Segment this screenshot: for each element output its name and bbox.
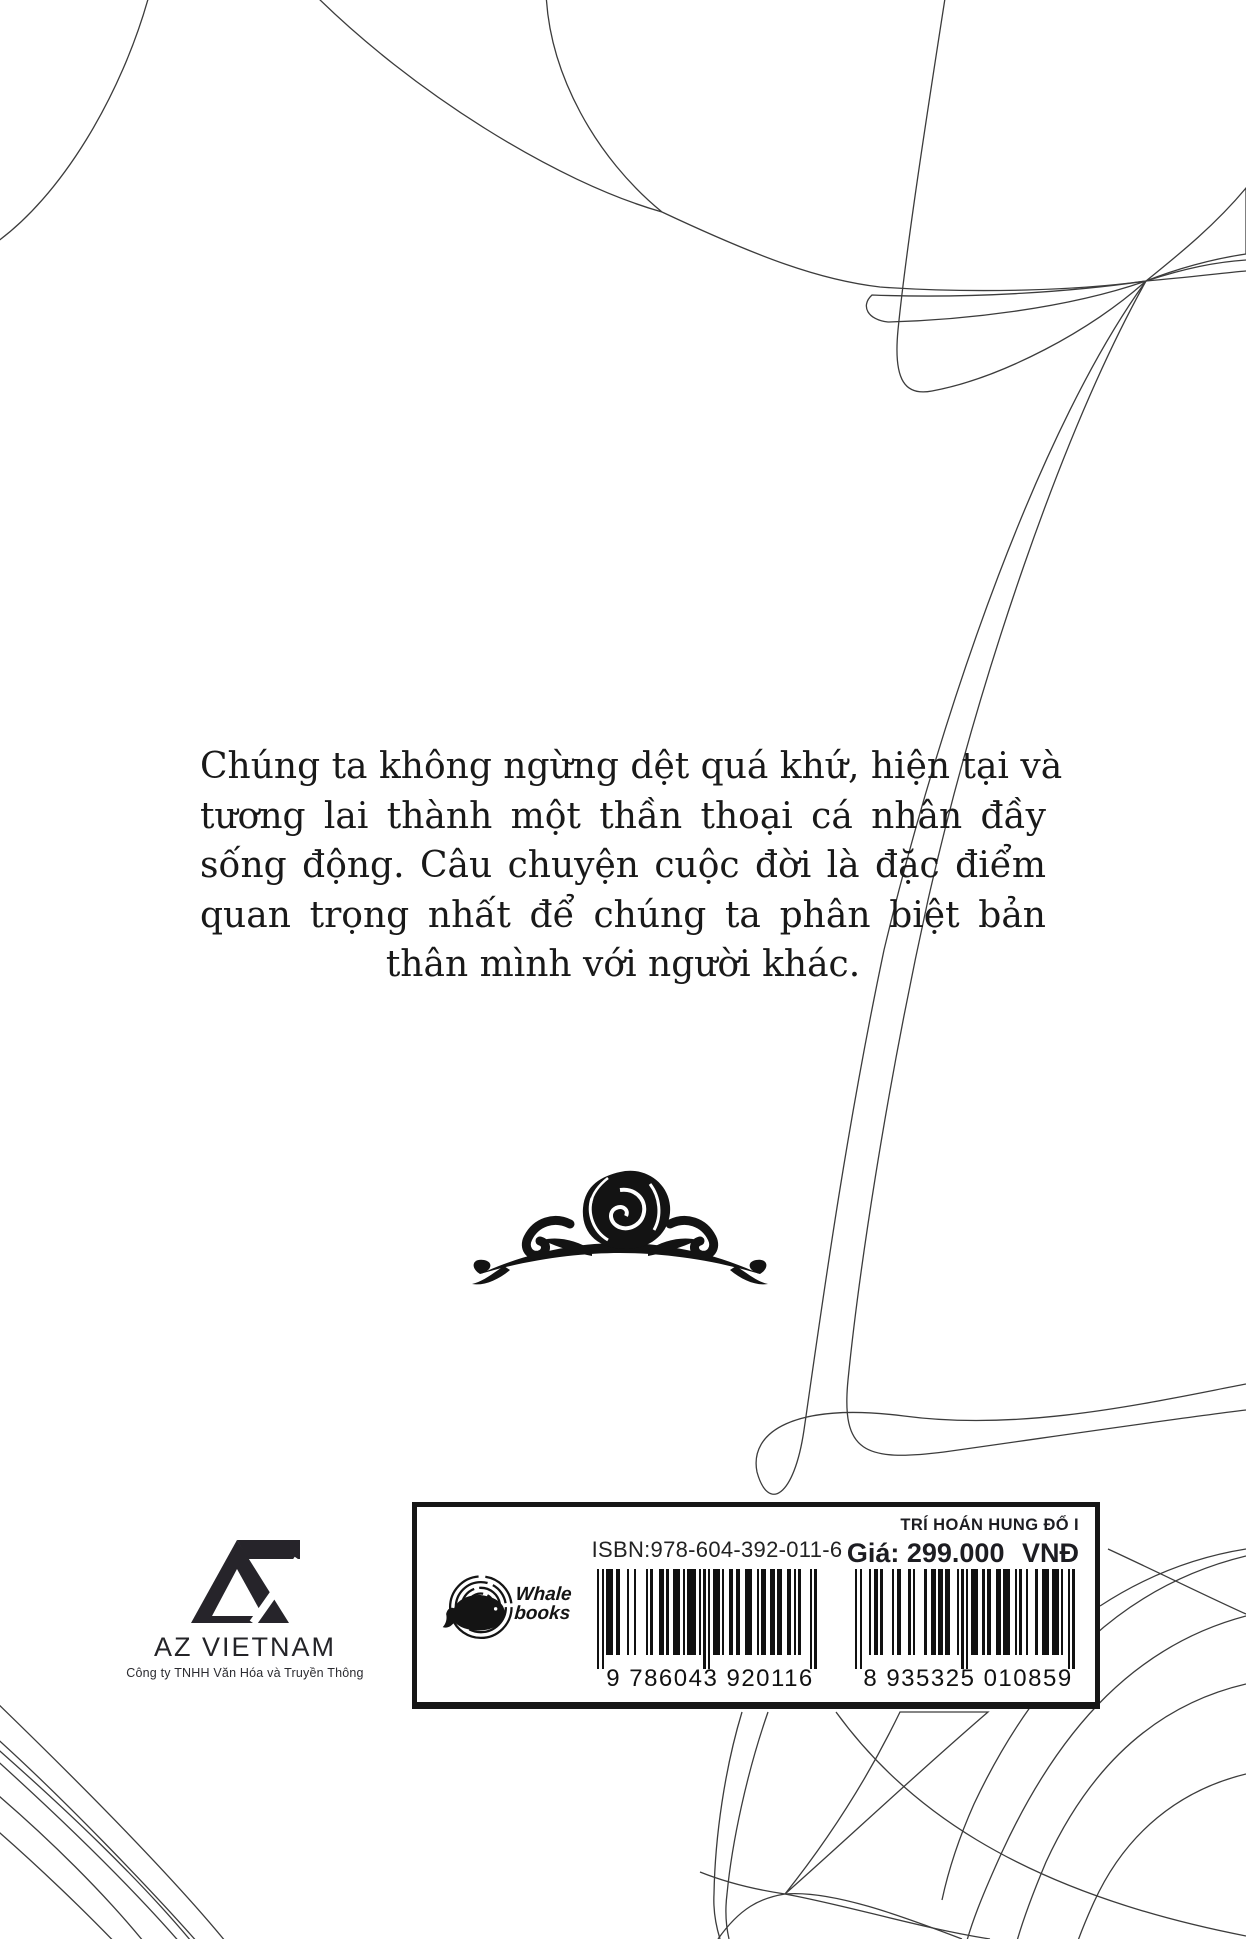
publisher-company: Công ty TNHH Văn Hóa và Truyền Thông: [126, 1666, 364, 1680]
quote-line: quan trọng nhất để chúng ta phân biệt bản: [200, 894, 1046, 936]
price-line: [847, 1538, 1079, 1569]
barcode-bars: [597, 1569, 817, 1669]
whale-wordmark-line2: books: [513, 1603, 572, 1624]
publisher-logo-block: [110, 1538, 380, 1680]
barcode-isbn: [597, 1569, 823, 1699]
rose-ornament-icon: [468, 1156, 772, 1306]
hairline-1: [1146, 260, 1246, 281]
whale-wordmark: [514, 1585, 573, 1623]
isbn-price-box: [412, 1502, 1100, 1709]
bottomleft-line-2: [0, 1756, 188, 1939]
price-label: Giá:: [846, 1538, 900, 1568]
gray-wedge: [312, 0, 662, 212]
quote-line: thân mình với người khác.: [385, 944, 861, 986]
bottomleft-line-3: [0, 1790, 152, 1939]
isbn-text: ISBN:978-604-392-011-6: [591, 1537, 843, 1562]
bottomleft-line-1: [0, 1744, 200, 1939]
price-currency: VNĐ: [1021, 1538, 1079, 1568]
right-x-2: [1108, 1549, 1246, 1614]
az-monogram-icon: [189, 1538, 301, 1624]
br-arc-4: [1074, 1774, 1246, 1939]
price-value: 299.000: [906, 1538, 1005, 1568]
quote-line: sống động. Câu chuyện cuộc đời là đặc điểm: [200, 845, 1046, 887]
blurb-quote: [200, 742, 1063, 990]
whale-books-logo: [441, 1573, 591, 1673]
j-curve: [897, 0, 1146, 392]
cross-line: [836, 1712, 1246, 1936]
barcode-digits: 9 786043 920116: [606, 1665, 814, 1692]
barcode-digits: 8 935325 010859: [863, 1665, 1073, 1692]
gray-lens: [866, 281, 1146, 322]
quote-line: Chúng ta không ngừng dệt quá khứ, hiện tại và: [200, 746, 1063, 787]
barcode-ean: [855, 1569, 1081, 1699]
quote-line: tương lai thành một thần thoại cá nhân đầy: [200, 795, 1046, 837]
barcode-bars: [855, 1569, 1075, 1669]
bottomleft-crescent: [0, 1698, 234, 1939]
publisher-name: AZ VIETNAM: [153, 1632, 336, 1662]
whale-icon: [441, 1573, 515, 1647]
topleft-arc: [0, 0, 150, 244]
right-x-1: [1100, 1549, 1246, 1606]
whale-wordmark-line1: Whale: [514, 1584, 573, 1605]
series-title: TRÍ HOÁN HUNG ĐỔ I: [900, 1516, 1079, 1534]
ribbon-tail-1: [718, 1894, 962, 1939]
br-arc-3: [1014, 1684, 1246, 1939]
gray-ribbon: [785, 1712, 988, 1894]
